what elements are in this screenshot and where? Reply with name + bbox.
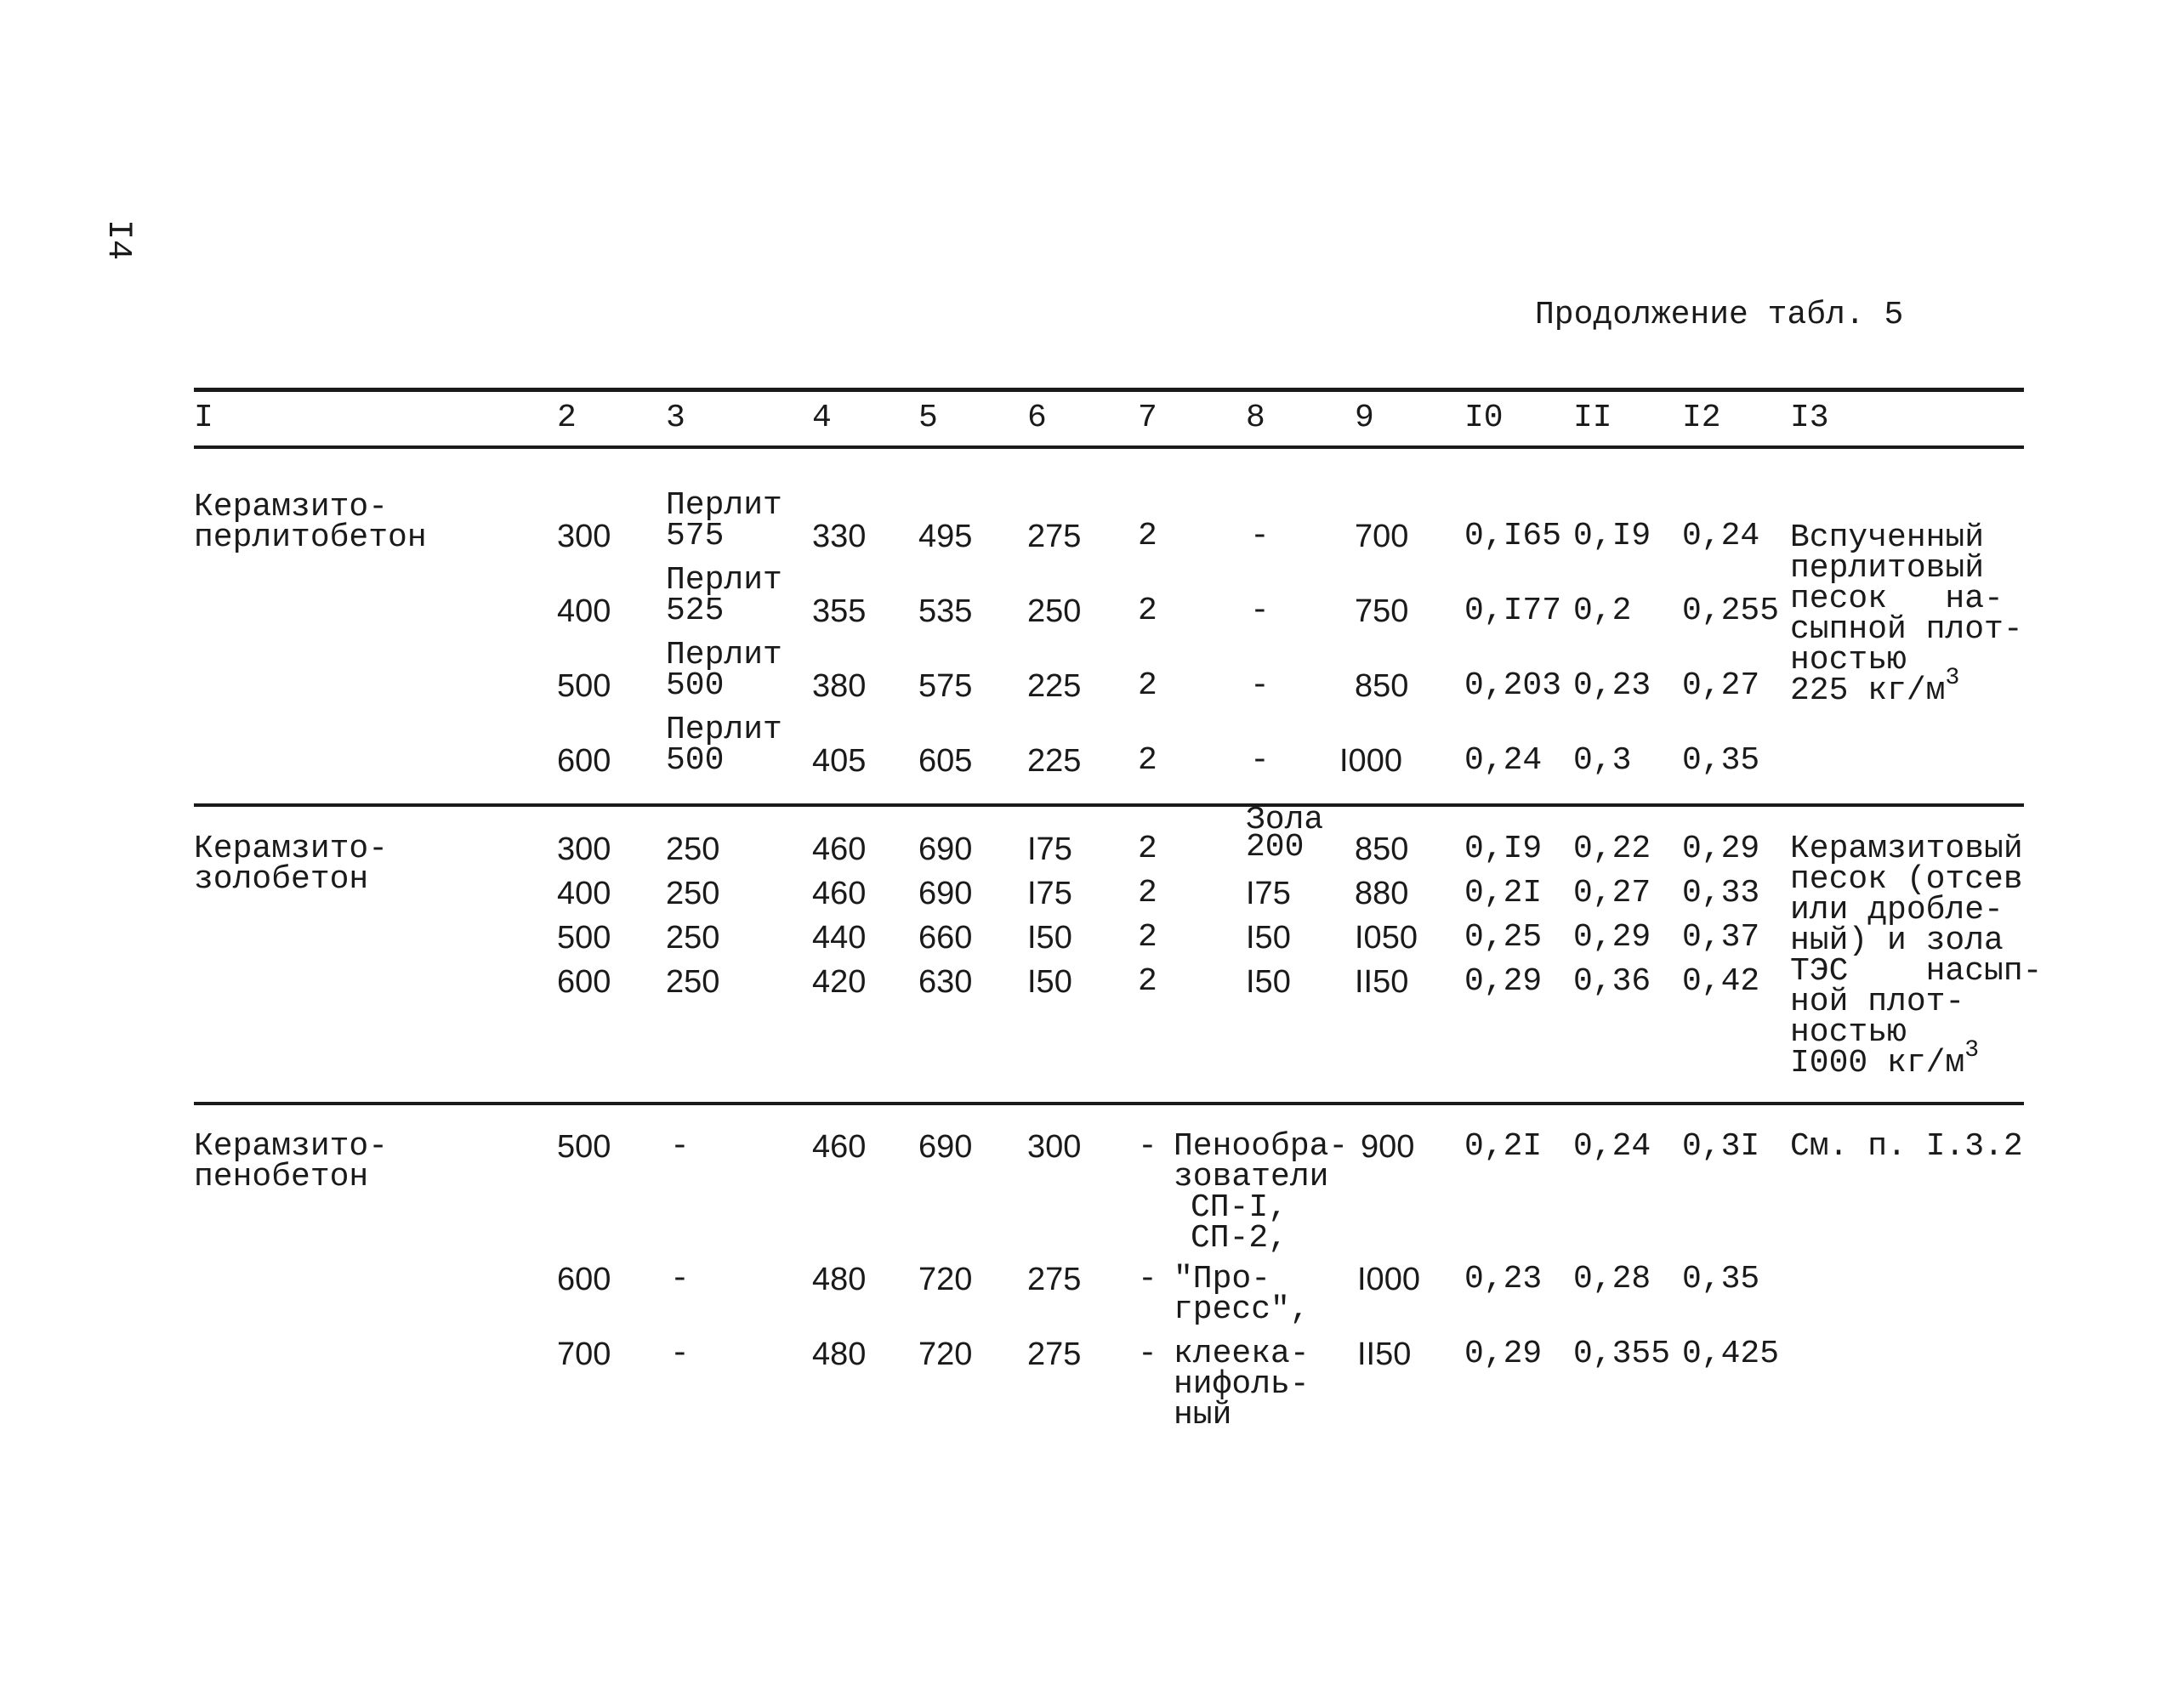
superscript: 3 <box>1964 1037 1980 1064</box>
cell: 0,203 <box>1464 667 1562 704</box>
cell: 600 <box>557 743 611 779</box>
foam-agent-text: "Про- <box>1174 1261 1271 1297</box>
cell: I50 <box>1027 964 1072 1000</box>
cell: 0,I77 <box>1464 593 1562 629</box>
cell: 0,28 <box>1573 1261 1651 1297</box>
note-text: ный) и зола <box>1790 922 2004 959</box>
cell: Перлит <box>666 487 782 524</box>
foam-agent-text: СП-2, <box>1191 1220 1288 1257</box>
cell: 250 <box>666 964 720 1000</box>
table-top-rule <box>194 388 2024 392</box>
cell: 250 <box>666 920 720 956</box>
cell: 660 <box>918 920 973 956</box>
cell: 2 <box>1138 518 1157 554</box>
cell: 0,36 <box>1573 963 1651 1000</box>
cell: 0,25 <box>1464 919 1543 956</box>
cell: I50 <box>1027 920 1072 956</box>
cell: 0,33 <box>1682 875 1760 911</box>
cell: 0,I9 <box>1464 831 1543 867</box>
cell: I050 <box>1355 920 1418 956</box>
header-cell: 3 <box>666 400 685 436</box>
cell: 0,24 <box>1464 742 1543 779</box>
note-text: ностью <box>1790 1014 1907 1051</box>
cell: 0,255 <box>1682 593 1780 629</box>
cell: 0,2I <box>1464 875 1543 911</box>
foam-agent-text: ный <box>1174 1397 1232 1433</box>
cell: 0,29 <box>1464 963 1543 1000</box>
cell: - <box>1138 1336 1157 1372</box>
header-cell: 7 <box>1138 400 1157 436</box>
cell: 225 <box>1027 668 1082 704</box>
header-cell: I3 <box>1790 400 1829 436</box>
cell: 0,3I <box>1682 1128 1760 1165</box>
cell: I000 <box>1357 1262 1420 1297</box>
cell: I50 <box>1246 964 1291 1000</box>
cell: 690 <box>918 1129 973 1165</box>
material-name: Керамзито- <box>194 489 389 525</box>
cell: 400 <box>557 876 611 911</box>
note-text: сыпной плот- <box>1790 611 2023 648</box>
cell: 330 <box>812 519 867 554</box>
cell: 720 <box>918 1262 973 1297</box>
cell: 225 <box>1027 743 1082 779</box>
cell: - <box>670 1128 690 1165</box>
cell: 0,22 <box>1573 831 1651 867</box>
cell: Перлит <box>666 637 782 673</box>
note-text: 225 кг/м <box>1790 672 1946 709</box>
cell: 0,42 <box>1682 963 1760 1000</box>
foam-agent-text: клеека- <box>1174 1336 1310 1372</box>
note-text <box>1790 665 1960 709</box>
cell: 600 <box>557 964 611 1000</box>
cell: 200 <box>1246 829 1305 865</box>
note-text: песок (отсев <box>1790 861 2023 898</box>
cell: 0,23 <box>1573 667 1651 704</box>
cell: - <box>1138 1128 1157 1165</box>
cell: 380 <box>812 668 867 704</box>
cell: 850 <box>1355 668 1409 704</box>
foam-agent-text: СП-I, <box>1191 1189 1288 1226</box>
cell: 0,2I <box>1464 1128 1543 1165</box>
cell: 535 <box>918 593 973 629</box>
material-name: золобетон <box>194 861 369 898</box>
header-bottom-rule <box>194 445 2024 449</box>
note-text: или дробле- <box>1790 892 2004 928</box>
header-cell: 6 <box>1027 400 1047 436</box>
cell: 700 <box>557 1336 611 1372</box>
column-8-label: Зола <box>1246 802 1324 838</box>
cell: Перлит <box>666 562 782 599</box>
cell: - <box>1250 667 1270 704</box>
cell: 440 <box>812 920 867 956</box>
cell: 0,35 <box>1682 1261 1760 1297</box>
note-text: Керамзитовый <box>1790 831 2023 867</box>
cell: I75 <box>1246 876 1291 911</box>
cell: 420 <box>812 964 867 1000</box>
header-cell: 5 <box>918 400 938 436</box>
cell: 720 <box>918 1336 973 1372</box>
cell: 0,35 <box>1682 742 1760 779</box>
cell: 500 <box>557 1129 611 1165</box>
cell: 880 <box>1355 876 1409 911</box>
cell: 0,27 <box>1573 875 1651 911</box>
cell: - <box>1250 518 1270 554</box>
cell: 605 <box>918 743 973 779</box>
cell: 500 <box>666 742 725 779</box>
table-caption: Продолжение табл. 5 <box>1535 297 1904 333</box>
cell: II50 <box>1355 964 1409 1000</box>
header-cell: II <box>1573 400 1612 436</box>
header-cell: 4 <box>812 400 832 436</box>
cell: I75 <box>1027 831 1072 867</box>
cell: 525 <box>666 593 725 629</box>
cell: 690 <box>918 831 973 867</box>
header-cell: I2 <box>1682 400 1721 436</box>
cell: 0,355 <box>1573 1336 1671 1372</box>
cell: 250 <box>666 876 720 911</box>
foam-agent-text: Пенообра- <box>1174 1128 1349 1165</box>
cell: 630 <box>918 964 973 1000</box>
cell: - <box>1138 1261 1157 1297</box>
cell: 0,24 <box>1573 1128 1651 1165</box>
cell: I50 <box>1246 920 1291 956</box>
cell: 0,24 <box>1682 518 1760 554</box>
cell: 500 <box>557 920 611 956</box>
cell: 405 <box>812 743 867 779</box>
header-cell: I0 <box>1464 400 1503 436</box>
note-text <box>1790 1037 1980 1081</box>
cell: II50 <box>1357 1336 1412 1372</box>
header-cell: I <box>194 400 213 436</box>
material-name: Керамзито- <box>194 1128 389 1165</box>
foam-agent-text: зователи <box>1174 1159 1329 1195</box>
cell: 480 <box>812 1262 867 1297</box>
material-name: перлитобетон <box>194 519 427 556</box>
material-name: Керамзито- <box>194 831 389 867</box>
cell: 2 <box>1138 831 1157 867</box>
cell: 600 <box>557 1262 611 1297</box>
cell: 275 <box>1027 1262 1082 1297</box>
note-text: ТЭС насып- <box>1790 953 2043 990</box>
cell: 300 <box>557 519 611 554</box>
cell: - <box>670 1261 690 1297</box>
cell: 250 <box>666 831 720 867</box>
cell: - <box>670 1336 690 1372</box>
cell: 0,23 <box>1464 1261 1543 1297</box>
cell: 0,29 <box>1682 831 1760 867</box>
note-text: I000 кг/м <box>1790 1045 1965 1081</box>
cell: 2 <box>1138 742 1157 779</box>
superscript: 3 <box>1945 665 1960 691</box>
cell: 460 <box>812 831 867 867</box>
header-cell: 2 <box>557 400 577 436</box>
cell: 850 <box>1355 831 1409 867</box>
cell: 480 <box>812 1336 867 1372</box>
material-name: пенобетон <box>194 1159 369 1195</box>
cell: 495 <box>918 519 973 554</box>
cell: 0,29 <box>1573 919 1651 956</box>
note-text: песок на- <box>1790 581 2004 617</box>
cell: 0,2 <box>1573 593 1632 629</box>
cell: Перлит <box>666 712 782 748</box>
cell: 500 <box>666 667 725 704</box>
cell: 2 <box>1138 963 1157 1000</box>
header-cell: 9 <box>1355 400 1374 436</box>
cell: 460 <box>812 876 867 911</box>
foam-agent-text: гресс", <box>1174 1291 1310 1328</box>
cell: I000 <box>1339 743 1402 779</box>
group-divider-2 <box>194 1102 2024 1105</box>
cell: 690 <box>918 876 973 911</box>
cell: 355 <box>812 593 867 629</box>
note-text: перлитовый <box>1790 550 1985 587</box>
note-text: ной плот- <box>1790 984 1965 1020</box>
cell: 275 <box>1027 1336 1082 1372</box>
cell: 700 <box>1355 519 1409 554</box>
page-number: I4 <box>99 219 137 261</box>
cell: 0,37 <box>1682 919 1760 956</box>
note-text: См. п. I.3.2 <box>1790 1128 2023 1165</box>
cell: 500 <box>557 668 611 704</box>
cell: 0,29 <box>1464 1336 1543 1372</box>
note-text: ностью <box>1790 642 1907 678</box>
cell: 2 <box>1138 667 1157 704</box>
group-divider-1 <box>194 803 2024 807</box>
header-cell: 8 <box>1246 400 1265 436</box>
cell: 900 <box>1361 1129 1415 1165</box>
cell: 460 <box>812 1129 867 1165</box>
cell: - <box>1250 742 1270 779</box>
foam-agent-text: нифоль- <box>1174 1366 1310 1403</box>
cell: 250 <box>1027 593 1082 629</box>
cell: I75 <box>1027 876 1072 911</box>
note-text: Вспученный <box>1790 519 1985 556</box>
cell: 2 <box>1138 919 1157 956</box>
cell: 300 <box>1027 1129 1082 1165</box>
cell: - <box>1250 593 1270 629</box>
cell: 750 <box>1355 593 1409 629</box>
cell: 275 <box>1027 519 1082 554</box>
cell: 0,I9 <box>1573 518 1651 554</box>
cell: 2 <box>1138 593 1157 629</box>
cell: 575 <box>666 518 725 554</box>
cell: 0,27 <box>1682 667 1760 704</box>
cell: 0,425 <box>1682 1336 1780 1372</box>
cell: 300 <box>557 831 611 867</box>
cell: 0,I65 <box>1464 518 1562 554</box>
cell: 2 <box>1138 875 1157 911</box>
cell: 0,3 <box>1573 742 1632 779</box>
cell: 400 <box>557 593 611 629</box>
cell: 575 <box>918 668 973 704</box>
